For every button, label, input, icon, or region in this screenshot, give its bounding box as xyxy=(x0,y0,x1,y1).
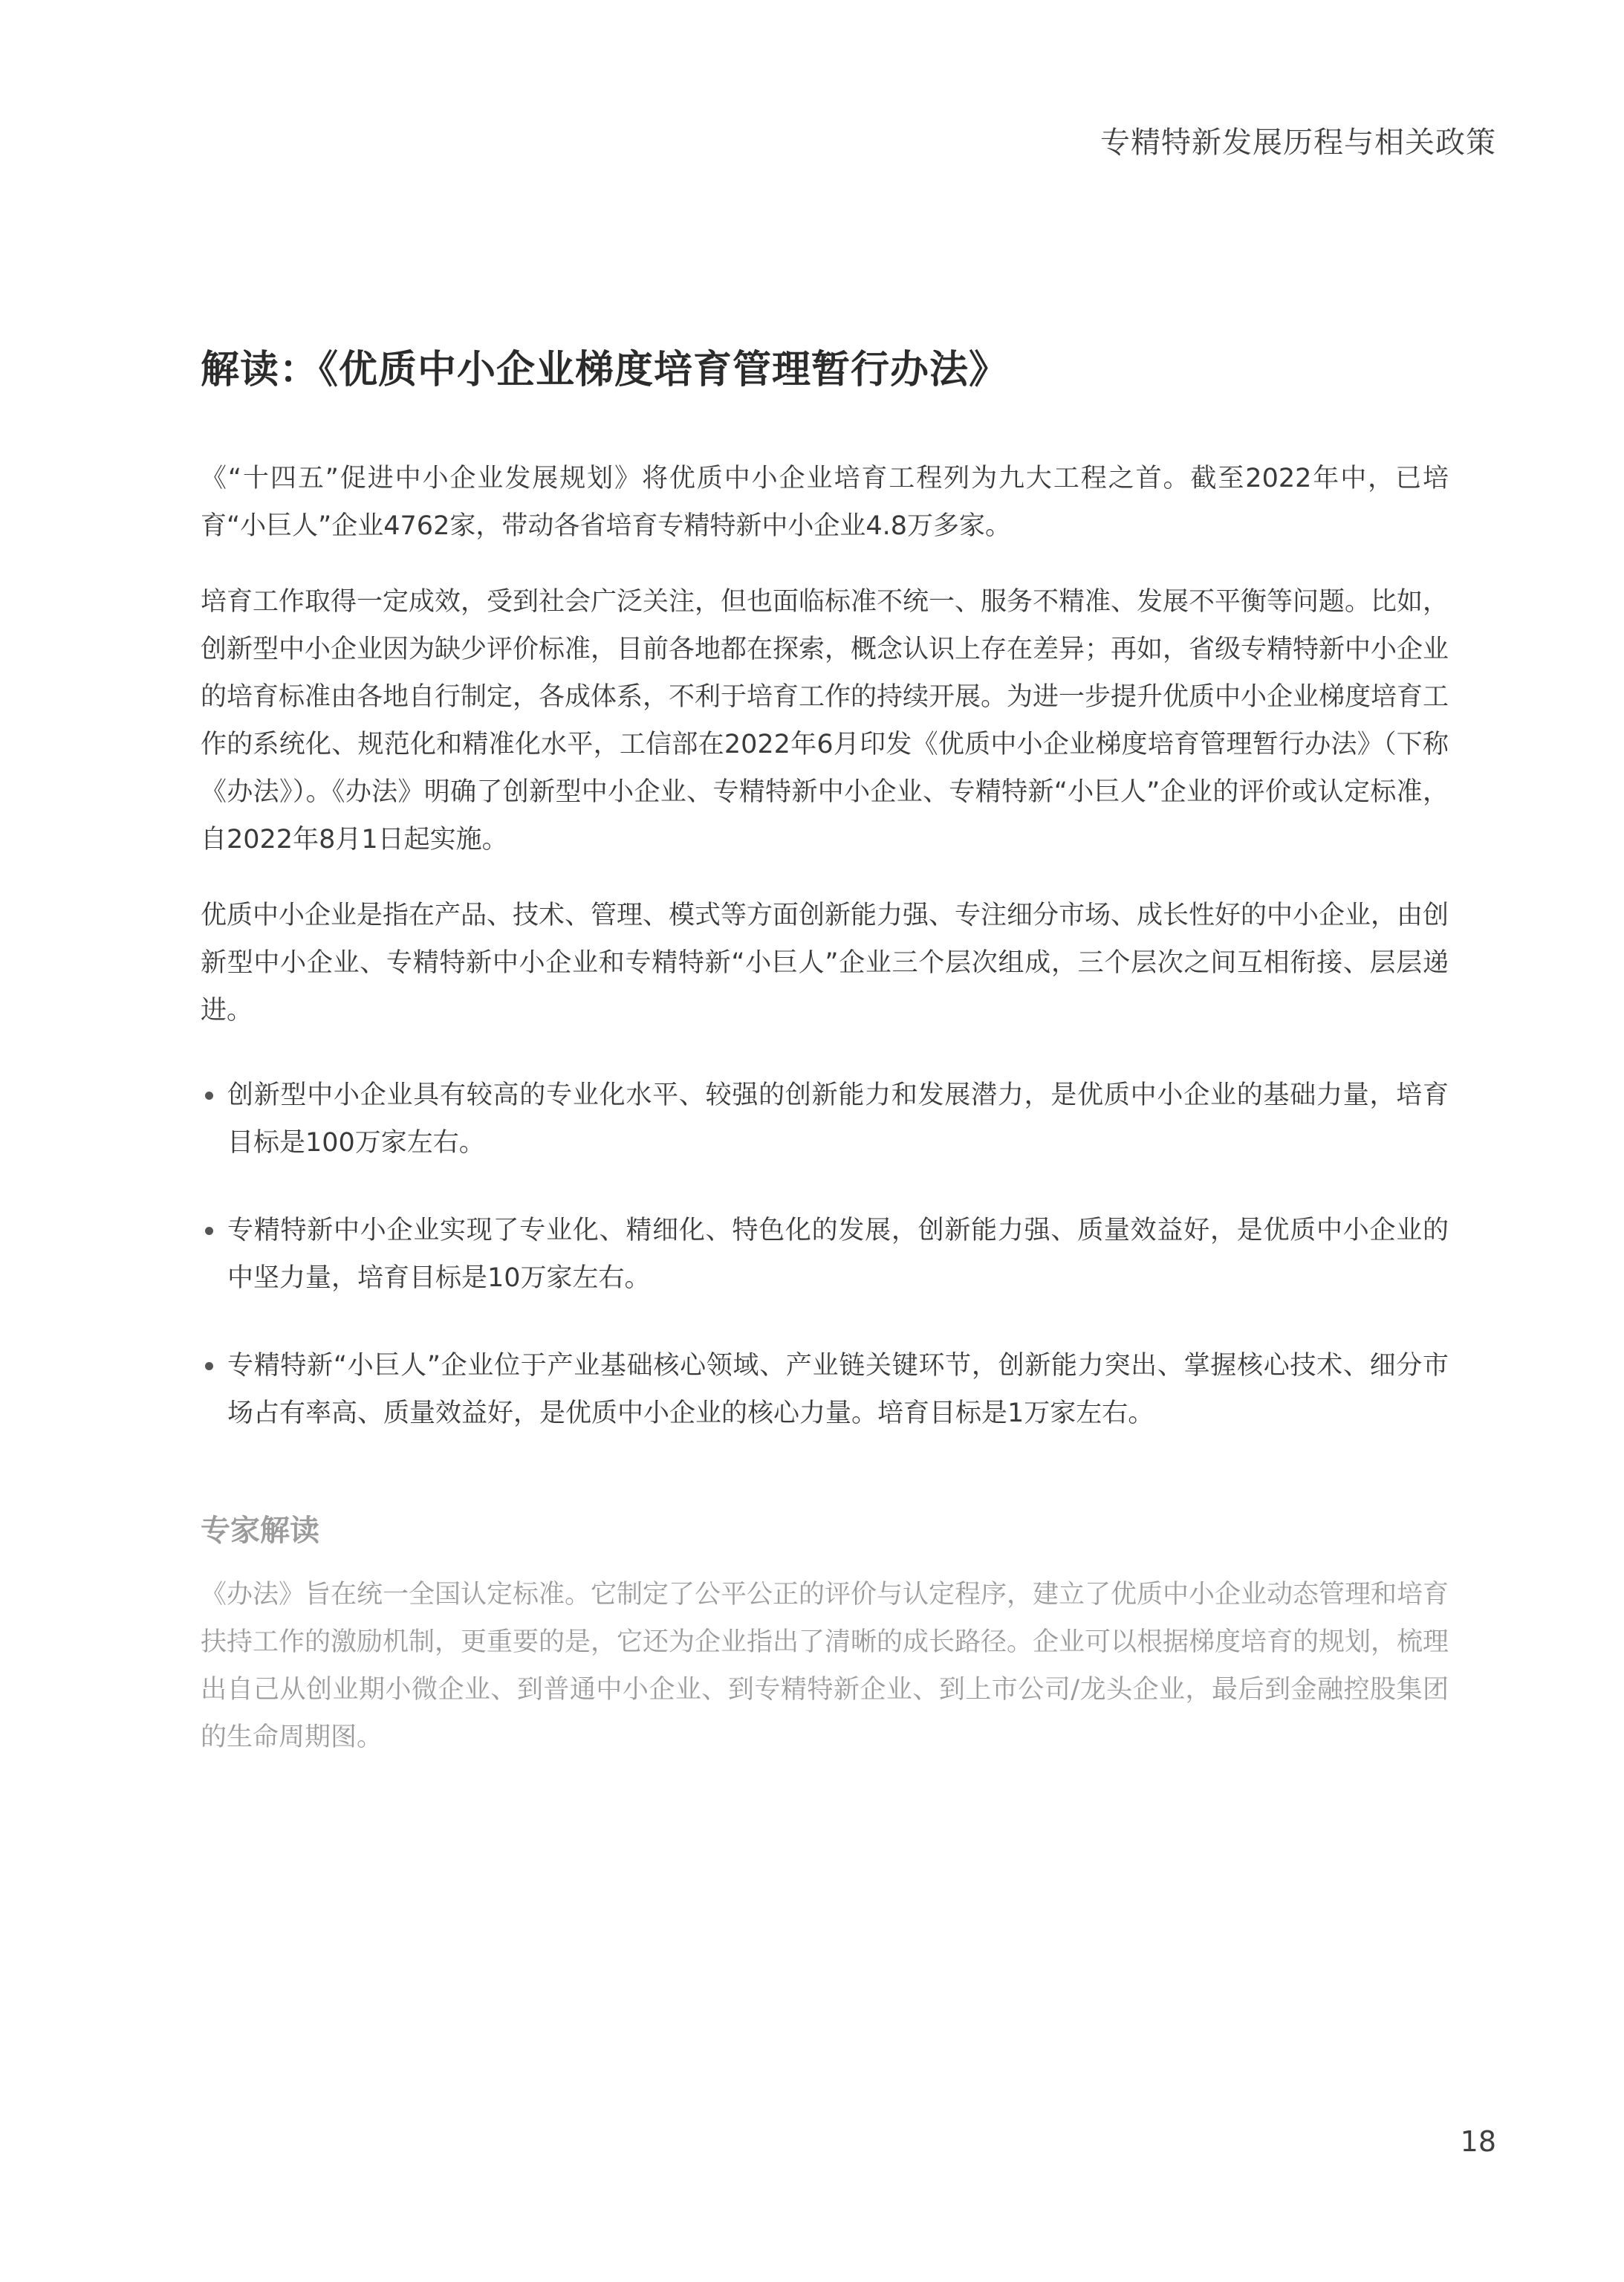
bullet-dot-icon xyxy=(205,1092,213,1100)
list-item xyxy=(201,1207,1449,1302)
bullet-dot-icon xyxy=(205,1227,213,1235)
running-header: 专精特新发展历程与相关政策 xyxy=(1100,126,1496,160)
paragraph-intro: 《“十四五”促进中小企业发展规划》将优质中小企业培育工程列为九大工程之首。截至2022年中，已培育“小巨人”企业4762家，带动各省培育专精特新中小企业4.8万多家。 xyxy=(201,464,1449,541)
list-item-text: 专精特新“小巨人”企业位于产业基础核心领域、产业链关键环节，创新能力突出、掌握核心技术、细分市场占有率高、质量效益好，是优质中小企业的核心力量。培育目标是1万家左右。 xyxy=(227,1351,1449,1428)
section-title: 解读：《优质中小企业梯度培育管理暂行办法》 xyxy=(201,348,1009,392)
expert-heading: 专家解读 xyxy=(201,1514,319,1548)
paragraph-definition: 优质中小企业是指在产品、技术、管理、模式等方面创新能力强、专注细分市场、成长性好的中小企业，由创新型中小企业、专精特新中小企业和专精特新“小巨人”企业三个层次组成，三个层次之间互相衔接、层层递进。 xyxy=(201,901,1449,1025)
main-content xyxy=(201,342,1449,1761)
list-item xyxy=(201,1342,1449,1437)
bullet-dot-icon xyxy=(205,1362,213,1370)
expert-paragraph: 《办法》旨在统一全国认定标准。它制定了公平公正的评价与认定程序，建立了优质中小企业动态管理和培育扶持工作的激励机制，更重要的是，它还为企业指出了清晰的成长路径。企业可以根据梯度培育的规划，梳理出自己从创业期小微企业、到普通中小企业、到专精特新企业、到上市公司/龙头企业，最后到金融控股集团的生命周期图。 xyxy=(201,1580,1449,1752)
page-number: 18 xyxy=(1460,2125,1496,2158)
tier-list xyxy=(201,1072,1449,1437)
paragraph-background: 培育工作取得一定成效，受到社会广泛关注，但也面临标准不统一、服务不精准、发展不平衡等问题。比如，创新型中小企业因为缺少评价标准，目前各地都在探索，概念认识上存在差异；再如，省级专精特新中小企业的培育标准由各地自行制定，各成体系，不利于培育工作的持续开展。为进一步提升优质中小企业梯度培育工作的系统化、规范化和精准化水平，工信部在2022年6月印发《优质中小企业梯度培育管理暂行办法》（下称《办法》）。《办法》明确了创新型中小企业、专精特新中小企业、专精特新“小巨人”企业的评价或认定标准，自2022年8月1日起实施。 xyxy=(201,587,1449,855)
list-item-text: 创新型中小企业具有较高的专业化水平、较强的创新能力和发展潜力，是优质中小企业的基础力量，培育目标是100万家左右。 xyxy=(227,1080,1449,1158)
list-item xyxy=(201,1072,1449,1167)
list-item-text: 专精特新中小企业实现了专业化、精细化、特色化的发展，创新能力强、质量效益好，是优质中小企业的中坚力量，培育目标是10万家左右。 xyxy=(227,1216,1449,1293)
